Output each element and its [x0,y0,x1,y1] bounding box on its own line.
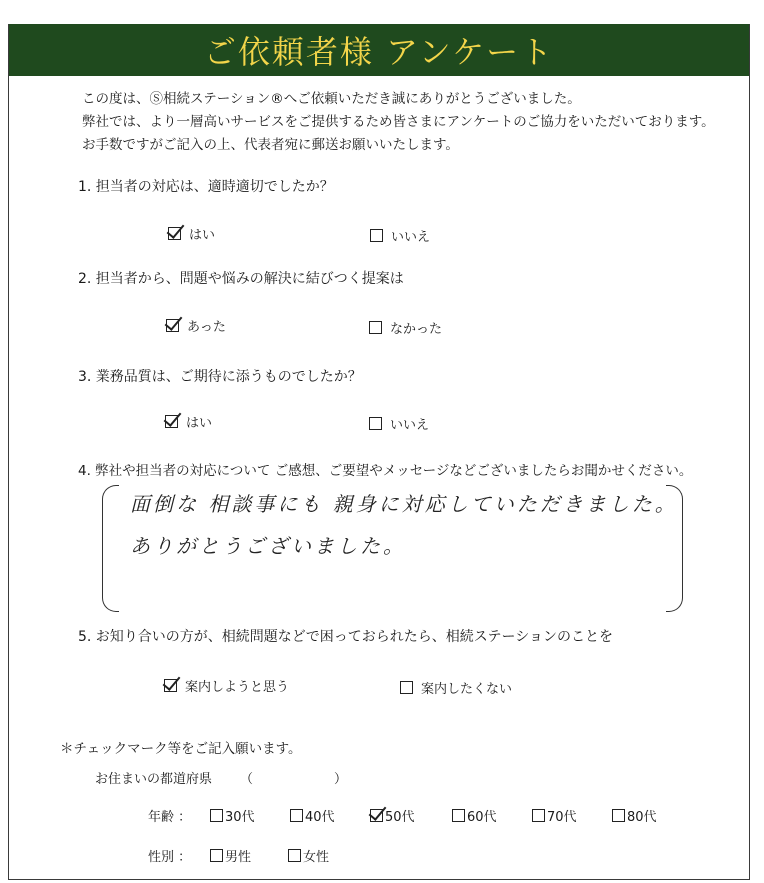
gender-options [210,846,358,865]
answer-bracket-left [102,485,119,612]
q3-yes-label: はい [186,416,213,431]
age-option[interactable] [532,806,612,825]
age-option-label: 50代 [385,810,415,825]
q2-yes-option[interactable] [166,316,226,335]
checkbox[interactable] [288,849,301,862]
q5-no-label: 案内したくない [421,682,513,697]
gender-option[interactable] [288,846,358,865]
q5-yes-label: 案内しようと思う [185,680,290,695]
q2-yes-label: あった [187,320,226,335]
q3-no-label: いいえ [390,418,430,433]
q2-no-option[interactable] [369,318,442,337]
q5-no-option[interactable] [400,678,512,697]
intro-line: 弊社では、より一層高いサービスをご提供するため皆さまにアンケートのご協力をいただいております。 [82,114,715,130]
checkbox[interactable] [370,229,383,242]
prefecture-open-paren: （ [240,772,254,787]
q1-no-label: いいえ [391,230,431,245]
checkbox[interactable] [612,809,625,822]
checkbox[interactable] [532,809,545,822]
question-5: 5. お知り合いの方が、相続問題などで困っておられたら、相続ステーションのことを [78,629,613,645]
age-option[interactable] [452,806,532,825]
checkbox[interactable] [210,809,223,822]
checkbox[interactable] [452,809,465,822]
prefecture-label: お住まいの都道府県 [95,772,213,787]
checkbox-checked[interactable] [166,319,179,332]
gender-option-label: 男性 [225,850,252,865]
q3-yes-option[interactable] [165,412,212,431]
age-option-label: 40代 [305,810,335,825]
question-3: 3. 業務品質は、ご期待に添うものでしたか？ [78,369,362,385]
checkbox[interactable] [210,849,223,862]
page-title: ご依頼者様 アンケート [203,33,555,71]
checkbox[interactable] [369,417,382,430]
age-option-label: 60代 [467,810,497,825]
age-option-selected[interactable] [370,806,452,825]
intro-line: お手数ですがご記入の上、代表者宛に郵送お願いいたします。 [82,137,459,153]
intro-text [82,88,715,157]
q2-no-label: なかった [390,322,443,337]
checkbox-checked[interactable] [165,415,178,428]
checkbox[interactable] [400,681,413,694]
gender-label: 性別 ： [148,850,192,865]
prefecture-close-paren: ） [334,772,348,787]
age-option[interactable] [290,806,370,825]
q1-yes-option[interactable] [168,224,215,243]
age-label: 年齢 ： [148,810,192,825]
question-1: 1. 担当者の対応は、適時適切でしたか？ [78,179,334,195]
age-option[interactable] [210,806,290,825]
question-4: 4. 弊社や担当者の対応について ご感想、ご要望やメッセージなどございましたらお聞かせください。 [78,463,693,479]
age-options [210,806,672,825]
gender-option-label: 女性 [303,850,330,865]
age-option[interactable] [612,806,672,825]
checkbox-checked[interactable] [168,227,181,240]
checkbox[interactable] [290,809,303,822]
handwritten-answer-line: ありがとうございました。 [130,534,406,558]
handwritten-answer-line: 面倒な 相談事にも 親身に対応していただきました。 [130,492,678,516]
checkbox-checked[interactable] [164,679,177,692]
gender-option[interactable] [210,846,288,865]
question-2: 2. 担当者から、問題や悩みの解決に結びつく提案は [78,271,404,287]
age-option-label: 70代 [547,810,577,825]
age-option-label: 80代 [627,810,657,825]
checkbox[interactable] [369,321,382,334]
q1-no-option[interactable] [370,226,430,245]
q5-yes-option[interactable] [164,676,289,695]
age-option-label: 30代 [225,810,255,825]
checkbox-checked[interactable] [370,809,383,822]
q3-no-option[interactable] [369,414,429,433]
q1-yes-label: はい [189,228,216,243]
intro-line: この度は、Ⓢ相続ステーション®へご依頼いただき誠にありがとうございました。 [82,91,581,107]
note-text: ＊チェックマーク等をご記入願います。 [60,741,302,757]
